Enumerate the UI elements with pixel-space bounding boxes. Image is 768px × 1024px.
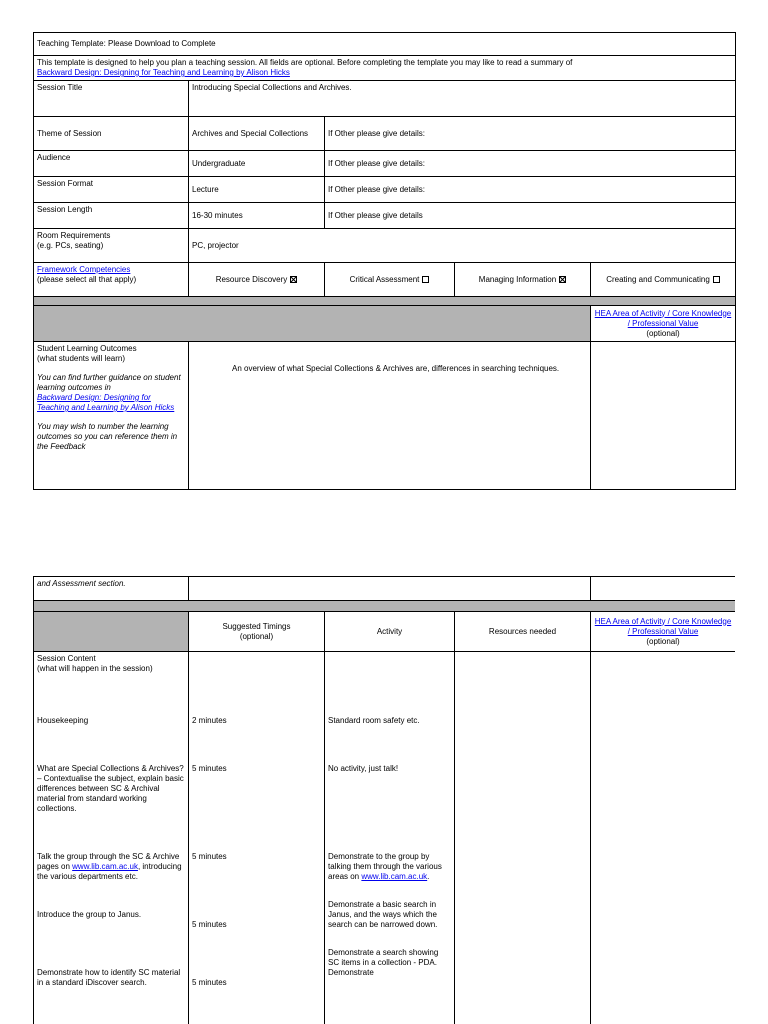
outcomes-hea-cell[interactable] — [591, 342, 736, 490]
outcomes-value-cell[interactable] — [189, 342, 591, 490]
content-resources-cell[interactable] — [455, 652, 591, 1024]
outcomes-sub: (what students will learn) — [37, 354, 126, 363]
theme-other[interactable]: If Other please give details: — [325, 117, 736, 151]
timing-housekeeping: 2 minutes — [192, 716, 227, 725]
length-label: Session Length — [34, 203, 189, 229]
topic-what-are-sc: What are Special Collections & Archives? – Contextualise the subject, explain basic differences between SC & Archival material from standard working collections. — [37, 764, 184, 813]
timings-header-sub: (optional) — [239, 631, 274, 641]
backward-design-link[interactable]: Backward Design: Designing for Teaching and Learning by Alison Hicks — [37, 68, 290, 77]
template-page-1 — [33, 32, 735, 490]
intro-text: This template is designed to help you plan a teaching session. All fields are optional. Before completing the template you may like to read a summary of — [37, 58, 573, 67]
unchecked-box-icon[interactable] — [713, 276, 720, 283]
grey-separator — [34, 297, 736, 306]
topic-text: Talk the group through the SC & Archive pages on — [37, 852, 180, 871]
timing-janus: 5 minutes — [192, 920, 227, 929]
grey-band — [34, 612, 189, 652]
competency-label: Managing Information — [478, 274, 557, 284]
competency-label: Creating and Communicating — [606, 274, 710, 284]
competency-label: Critical Assessment — [349, 274, 420, 284]
content-label: Session Content — [37, 654, 96, 663]
content-hea-cell[interactable] — [591, 652, 735, 1024]
checked-box-icon[interactable] — [559, 276, 566, 283]
timings-header-label: Suggested Timings — [222, 621, 291, 631]
competencies-label-cell — [34, 263, 189, 297]
format-value[interactable]: Lecture — [189, 177, 325, 203]
lib-link[interactable]: www.lib.cam.ac.uk — [361, 872, 428, 881]
competency-creating-communicating[interactable] — [591, 263, 736, 297]
hea-link[interactable]: HEA Area of Activity / Core Knowledge / Professional Value — [594, 308, 732, 328]
content-topics-cell — [34, 652, 189, 1024]
length-value[interactable]: 16-30 minutes — [189, 203, 325, 229]
outcomes-label-cell — [34, 342, 189, 490]
lib-link[interactable]: www.lib.cam.ac.uk — [72, 862, 138, 871]
room-sub: (e.g. PCs, seating) — [37, 241, 104, 250]
hea-sub: (optional) — [646, 328, 680, 338]
competency-resource-discovery[interactable] — [189, 263, 325, 297]
outcomes-label: Student Learning Outcomes — [37, 344, 137, 353]
template-table-2 — [33, 576, 735, 1024]
topic-housekeeping: Housekeeping — [37, 716, 89, 725]
resources-header: Resources needed — [455, 612, 591, 652]
outcomes-continued-value[interactable] — [189, 577, 591, 601]
template-title: Teaching Template: Please Download to Complete — [34, 33, 736, 56]
format-other[interactable]: If Other please give details: — [325, 177, 736, 203]
grey-separator — [34, 601, 736, 612]
competency-critical-assessment[interactable] — [325, 263, 455, 297]
activity-text: Demonstrate to the group by talking them through the various areas on — [328, 852, 442, 881]
timing-sc-pages: 5 minutes — [192, 852, 227, 861]
outcomes-continued: and Assessment section. — [34, 577, 189, 601]
theme-label: Theme of Session — [34, 117, 189, 151]
room-label-cell — [34, 229, 189, 263]
activity-text: . — [427, 872, 430, 881]
audience-other[interactable]: If Other please give details: — [325, 151, 736, 177]
template-table-1 — [33, 32, 736, 490]
room-value[interactable]: PC, projector — [189, 229, 736, 263]
hea-link[interactable]: HEA Area of Activity / Core Knowledge / Professional Value — [594, 616, 732, 636]
activity-what-are-sc: No activity, just talk! — [328, 764, 399, 773]
activity-header: Activity — [325, 612, 455, 652]
activity-sc-pages — [328, 852, 451, 882]
template-page-2 — [33, 576, 735, 1024]
content-timings-cell[interactable] — [189, 652, 325, 1024]
activity-janus: Demonstrate a basic search in Janus, and the ways which the search can be narrowed down. — [328, 900, 438, 929]
hea-header-cell — [591, 306, 736, 342]
room-label: Room Requirements — [37, 231, 111, 240]
outcomes-value: An overview of what Special Collections & Archives are, differences in searching techniques. — [232, 364, 560, 373]
activity-identify-sc: Demonstrate a search showing SC items in a collection - PDA. Demonstrate — [328, 948, 439, 977]
checked-box-icon[interactable] — [290, 276, 297, 283]
audience-label: Audience — [34, 151, 189, 177]
content-activity-cell[interactable] — [325, 652, 455, 1024]
content-sub: (what will happen in the session) — [37, 664, 153, 673]
unchecked-box-icon[interactable] — [422, 276, 429, 283]
competencies-sub: (please select all that apply) — [37, 275, 137, 284]
topic-text: , introducing the various departments etc. — [37, 862, 182, 881]
topic-identify-sc: Demonstrate how to identify SC material in a standard iDiscover search. — [37, 968, 181, 987]
theme-value[interactable]: Archives and Special Collections — [189, 117, 325, 151]
intro-cell — [34, 56, 736, 81]
timing-what-are-sc: 5 minutes — [192, 764, 227, 773]
grey-band — [34, 306, 591, 342]
session-title-value[interactable]: Introducing Special Collections and Archives. — [189, 81, 736, 117]
outcomes-guidance-2: You may wish to number the learning outcomes so you can reference them in the Feedback — [37, 422, 178, 451]
competency-label: Resource Discovery — [215, 274, 288, 284]
session-title-label: Session Title — [34, 81, 189, 117]
outcomes-continued-hea[interactable] — [591, 577, 735, 601]
activity-housekeeping: Standard room safety etc. — [328, 716, 420, 725]
timing-identify-sc: 5 minutes — [192, 978, 227, 987]
length-other[interactable]: If Other please give details — [325, 203, 736, 229]
outcomes-guidance-link[interactable]: Backward Design: Designing for Teaching and Learning by Alison Hicks — [37, 393, 175, 412]
topic-janus: Introduce the group to Janus. — [37, 910, 142, 919]
framework-competencies-link[interactable]: Framework Competencies — [37, 265, 131, 274]
timings-header — [189, 612, 325, 652]
competency-managing-information[interactable] — [455, 263, 591, 297]
hea-header-cell-2 — [591, 612, 735, 652]
audience-value[interactable]: Undergraduate — [189, 151, 325, 177]
outcomes-guidance-1: You can find further guidance on student learning outcomes in — [37, 373, 181, 392]
format-label: Session Format — [34, 177, 189, 203]
topic-sc-pages — [37, 852, 185, 882]
hea-sub: (optional) — [646, 636, 680, 646]
